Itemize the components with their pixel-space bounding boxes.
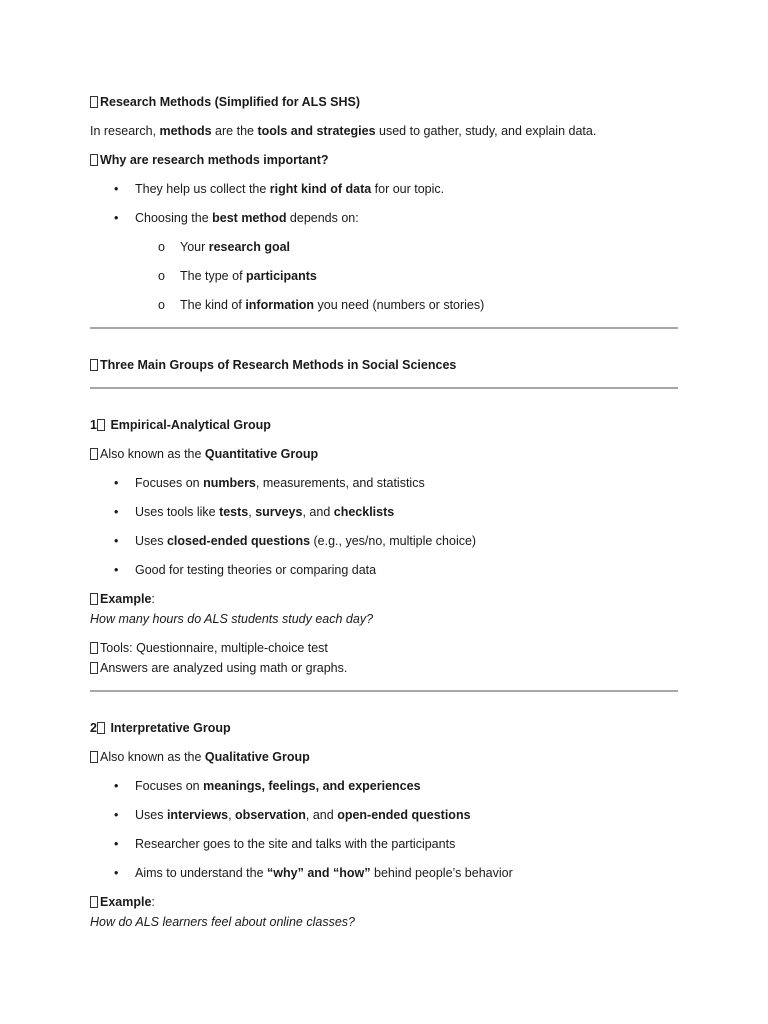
group2-list (90, 776, 678, 883)
group1-example-text: How many hours do ALS students study each day? (90, 612, 374, 626)
document-body (90, 92, 678, 932)
list-item: • Focuses on meanings, feelings, and experiences (90, 776, 678, 796)
missing-emoji-icon (90, 154, 98, 166)
sub-list-item: o The kind of information you need (numbers or stories) (90, 295, 678, 315)
list-item: • Uses interviews, observation, and open-ended questions (90, 805, 678, 825)
divider (90, 690, 678, 692)
missing-emoji-icon (90, 896, 98, 908)
sub-list-item: o Your research goal (90, 237, 678, 257)
missing-emoji-icon (90, 593, 98, 605)
list-item: • Focuses on numbers, measurements, and statistics (90, 473, 678, 493)
group2-example-label: Example: (90, 892, 678, 912)
group1-aka: Also known as the Quantitative Group (90, 444, 678, 464)
intro-paragraph: In research, methods are the tools and strategies used to gather, study, and explain data. (90, 124, 597, 138)
list-item: • Good for testing theories or comparing data (90, 560, 678, 580)
keycap-icon (97, 722, 105, 734)
sub-list-item: o The type of participants (90, 266, 678, 286)
missing-emoji-icon (90, 359, 98, 371)
missing-emoji-icon (90, 96, 98, 108)
why-list (90, 179, 678, 315)
missing-emoji-icon (90, 662, 98, 674)
group1-example-label: Example: (90, 589, 678, 609)
missing-emoji-icon (90, 751, 98, 763)
group1-heading: 1 Empirical-Analytical Group (90, 418, 271, 432)
groups-heading: Three Main Groups of Research Methods in Social Sciences (90, 355, 678, 375)
group2-aka: Also known as the Qualitative Group (90, 747, 678, 767)
group2-example-text: How do ALS learners feel about online classes? (90, 915, 355, 929)
list-item: • Uses closed-ended questions (e.g., yes/no, multiple choice) (90, 531, 678, 551)
doc-title: Research Methods (Simplified for ALS SHS) (90, 92, 678, 112)
missing-emoji-icon (90, 642, 98, 654)
keycap-icon (97, 419, 105, 431)
list-item: • They help us collect the right kind of data for our topic. (90, 179, 678, 199)
divider (90, 327, 678, 329)
list-item: • Aims to understand the “why” and “how” behind people’s behavior (90, 863, 678, 883)
group1-tools: Tools: Questionnaire, multiple-choice test (90, 638, 678, 658)
list-item: • Researcher goes to the site and talks with the participants (90, 834, 678, 854)
missing-emoji-icon (90, 448, 98, 460)
why-heading: Why are research methods important? (90, 150, 678, 170)
group2-heading: 2 Interpretative Group (90, 721, 231, 735)
list-item: • Choosing the best method depends on: (90, 208, 678, 228)
list-item: • Uses tools like tests, surveys, and checklists (90, 502, 678, 522)
divider (90, 387, 678, 389)
group1-analysis: Answers are analyzed using math or graphs. (90, 658, 678, 678)
group1-list (90, 473, 678, 580)
